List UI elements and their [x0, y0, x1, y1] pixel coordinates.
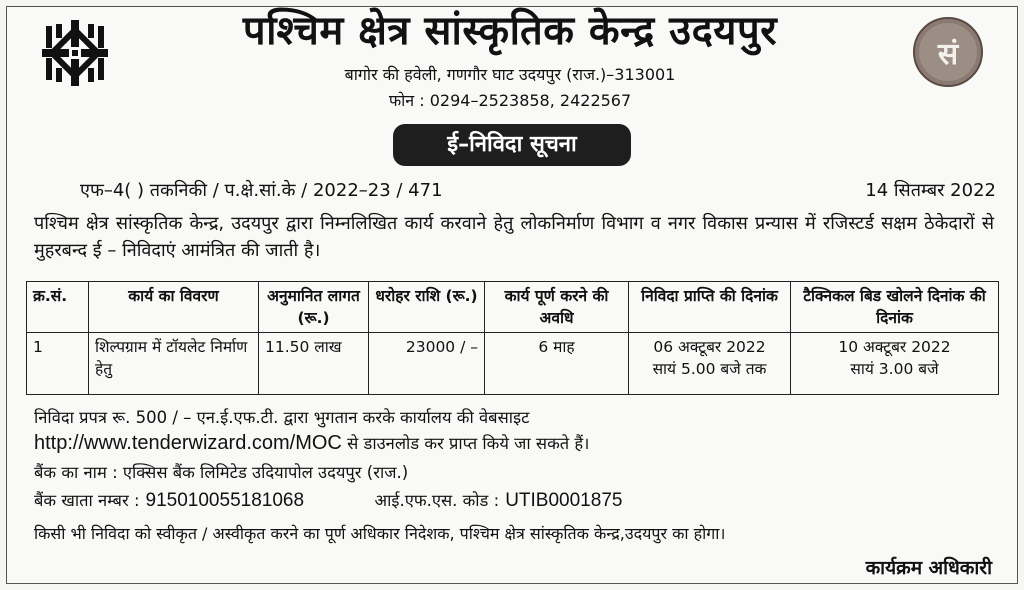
receipt-date: 06 अक्टूबर 2022 — [653, 338, 766, 356]
col-header-receipt-date: निविदा प्राप्ति की दिनांक — [629, 282, 791, 333]
col-header-sno: क्र.सं. — [27, 282, 89, 333]
opening-time: सायं 3.00 बजे — [850, 360, 939, 378]
ifsc-label: आई.एफ.एस. कोड : — [374, 491, 500, 510]
notice-title-badge: ई–निविदा सूचना — [393, 124, 631, 166]
opening-date: 10 अक्टूबर 2022 — [838, 338, 951, 356]
org-address: बागोर की हवेली, गणगौर घाट उदयपुर (राज.)–313001 — [344, 65, 676, 84]
cell-sno: 1 — [27, 333, 89, 395]
cell-description: शिल्पग्राम में टॉयलेट निर्माण हेतु — [89, 333, 259, 395]
download-line — [34, 431, 589, 455]
tender-table — [26, 281, 999, 395]
cell-opening — [791, 333, 999, 395]
seal-glyph: सं — [937, 37, 959, 72]
bank-name: बैंक का नाम : एक्सिस बैंक लिमिटेड उदियापोल उदयपुर (राज.) — [34, 463, 409, 482]
download-line-suffix: से डाउनलोड कर प्राप्त किये जा सकते हैं। — [341, 434, 590, 453]
culture-seal-icon — [912, 16, 984, 88]
notice-date: 14 सितम्बर 2022 — [865, 180, 996, 201]
authority-line: किसी भी निविदा को स्वीकृत / अस्वीकृत करने का पूर्ण अधिकार निदेशक, पश्चिम क्षेत्र सांस्कृतिक केन्द्र,उदयपुर का होगा। — [34, 524, 726, 543]
fee-line: निविदा प्रपत्र रू. 500 / – एन.ई.एफ.टी. द्वारा भुगतान करके कार्यालय की वेबसाइट — [34, 408, 530, 427]
tender-website-link[interactable]: http://www.tenderwizard.com/MOC — [34, 432, 342, 454]
cell-emd: 23000 / – — [369, 333, 485, 395]
org-title: पश्चिम क्षेत्र सांस्कृतिक केन्द्र उदयपुर — [242, 8, 778, 54]
intro-paragraph: पश्चिम क्षेत्र सांस्कृतिक केन्द्र, उदयपुर द्वारा निम्नलिखित कार्य करवाने हेतु लोकनिर्माण विभाग व नगर विकास प्रन्यास में रजिस्टर्ड सक्षम ठेकेदारों से मुहरबन्द ई – निविदाएं आमंत्रित की जाती है। — [34, 213, 994, 261]
account-line — [34, 488, 622, 512]
receipt-time: सायं 5.00 बजे तक — [652, 360, 767, 378]
col-header-emd: धरोहर राशि (रू.) — [369, 282, 485, 333]
ifsc-code: UTIB0001875 — [505, 490, 623, 511]
reference-number: एफ–4( ) तकनिकी / प.क्षे.सां.के / 2022–23 / 471 — [80, 180, 443, 201]
wzcc-emblem-icon — [40, 18, 110, 88]
cell-cost: 11.50 लाख — [259, 333, 369, 395]
col-header-period: कार्य पूर्ण करने की अवधि — [485, 282, 629, 333]
account-label: बैंक खाता नम्बर : — [34, 491, 140, 510]
cell-period: 6 माह — [485, 333, 629, 395]
cell-receipt — [629, 333, 791, 395]
signatory: कार्यक्रम अधिकारी — [865, 557, 992, 579]
col-header-cost: अनुमानित लागत (रू.) — [259, 282, 369, 333]
col-header-opening-date: टैक्निकल बिड खोलने दिनांक की दिनांक — [791, 282, 999, 333]
account-number: 915010055181068 — [145, 490, 305, 511]
col-header-description: कार्य का विवरण — [89, 282, 259, 333]
table-header-row — [27, 282, 999, 333]
table-row — [27, 333, 999, 395]
org-phone: फोन : 0294–2523858, 2422567 — [388, 91, 632, 110]
